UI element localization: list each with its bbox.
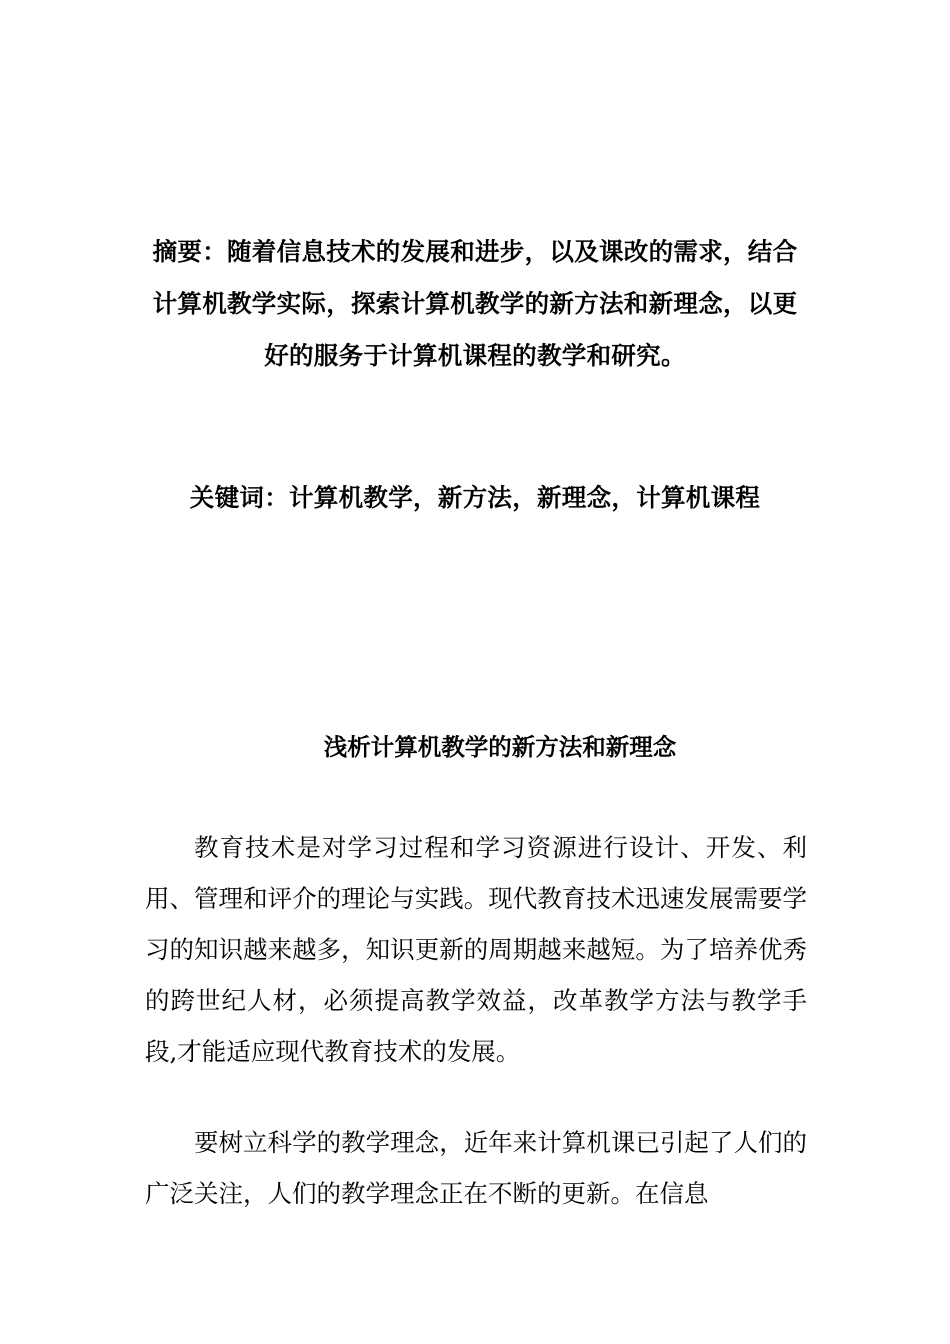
keywords-text: 关键词：计算机教学，新方法，新理念，计算机课程 <box>189 483 761 512</box>
body-paragraph-1: 教育技术是对学习过程和学习资源进行设计、开发、利用、管理和评介的理论与实践。现代教育技术迅速发展需要学习的知识越来越多，知识更新的周期越来越短。为了培养优秀的跨世纪人材，必须提高教学效益，改革教学方法与教学手段,才能适应现代教育技术的发展。 <box>145 833 807 1066</box>
article-title: 浅析计算机教学的新方法和新理念 <box>323 733 677 761</box>
abstract-text: 摘要：随着信息技术的发展和进步，以及课改的需求，结合计算机教学实际，探索计算机教学的新方法和新理念，以更好的服务于计算机课程的教学和研究。 <box>152 237 798 370</box>
body-paragraph-2: 要树立科学的教学理念，近年来计算机课已引起了人们的广泛关注，人们的教学理念正在不断的更新。在信息 <box>145 1128 807 1208</box>
